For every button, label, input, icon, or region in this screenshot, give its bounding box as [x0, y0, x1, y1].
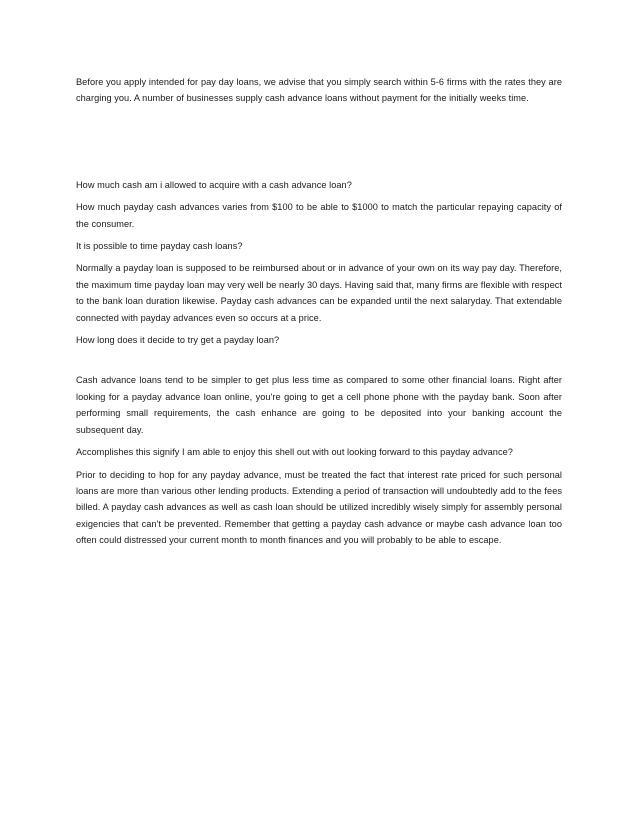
document-body [76, 74, 562, 555]
blank-space [76, 354, 562, 372]
body-paragraph: Cash advance loans tend to be simpler to get plus less time as compared to some other financial loans. Right after looking for a payday advance loan online, you're going to get a cell phone phone with the payday bank. Soon after performing small requirements, the cash enhance are going to be deposited into your banking account the subsequent day. [76, 375, 562, 435]
question-heading: How much cash am i allowed to acquire with a cash advance loan? [76, 179, 352, 190]
body-paragraph: How much payday cash advances varies from $100 to be able to $1000 to match the particular repaying capacity of the consumer. [76, 202, 562, 229]
blank-space [76, 113, 562, 177]
body-paragraph: Prior to deciding to hop for any payday advance, must be treated the fact that interest rate priced for such personal loans are more than various other lending products. Extending a period of transaction will undoubtedly add to the fees billed. A payday cash advances as well as cash loan should be utilized incredibly wisely simply for assembly personal exigencies that can't be prevented. Remember that getting a payday cash advance or maybe cash advance loan too often could distressed your current month to month finances and you will probably to be able to escape. [76, 469, 562, 546]
intro-paragraph: Before you apply intended for pay day loans, we advise that you simply search within 5-6 firms with the rates they are charging you. A number of businesses supply cash advance loans without payment for the initially weeks time. [76, 77, 562, 104]
question-heading: How long does it decide to try get a payday loan? [76, 335, 280, 346]
question-heading: It is possible to time payday cash loans? [76, 241, 243, 252]
body-paragraph: Normally a payday loan is supposed to be reimbursed about or in advance of your own on its way pay day. Therefore, the maximum time payday loan may very well be nearly 30 days. Having said that, many firms are flexible with respect to the bank loan duration likewise. Payday cash advances can be expanded until the next salaryday. That extendable connected with payday advances even so occurs at a price. [76, 263, 562, 323]
body-paragraph: Accomplishes this signify I am able to enjoy this shell out with out looking forward to this payday advance? [76, 447, 513, 458]
